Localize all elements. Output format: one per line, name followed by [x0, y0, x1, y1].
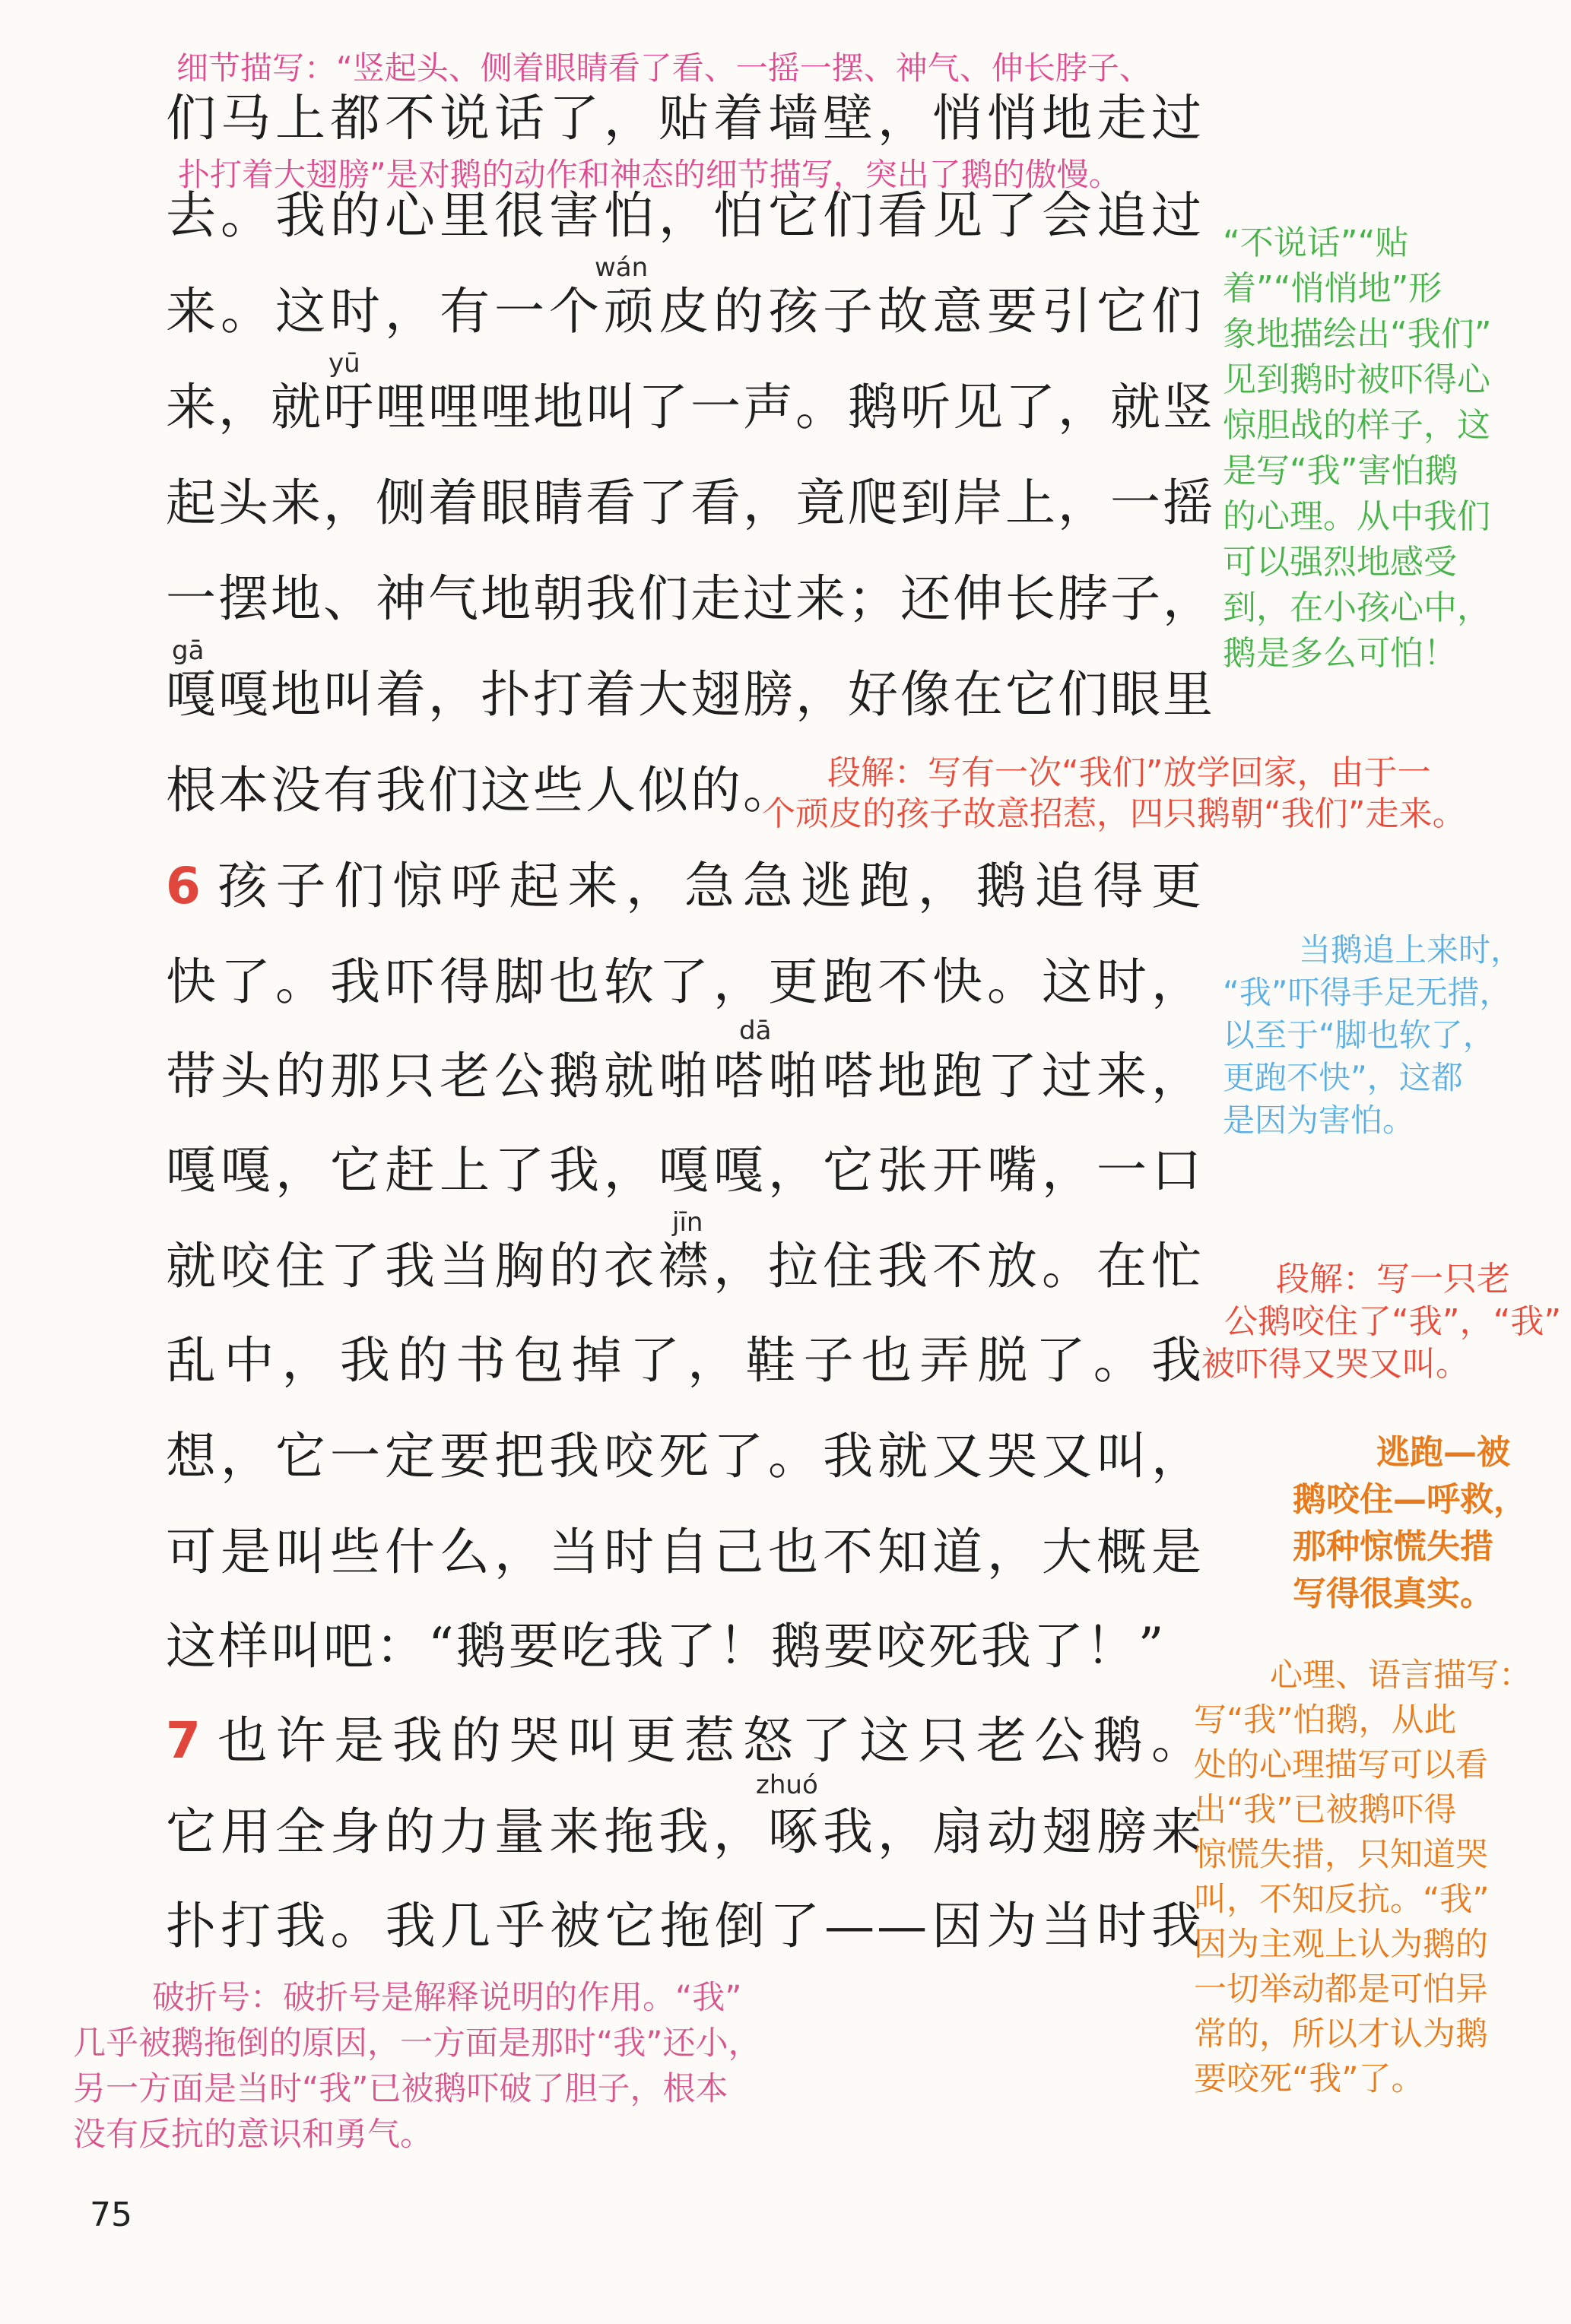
psychology-annotation: 心理、语言描写： 写“我”怕鹅，从此 处的心理描写可以看 出“我”已被鹅吓得 惊慌失措，只知道哭 叫，不知反抗。“我” 因为主观上认为鹅的 一切举动都是可怕异 常的，所以才认为鹅 要咬死“我”了。 [1194, 1657, 1531, 2098]
body-line: 来，就吁哩哩哩地叫了一声。鹅听见了，就竖 [166, 378, 1215, 436]
body-line: 带头的那只老公鹅就啪嗒啪嗒地跑了过来， [166, 1047, 1204, 1105]
pinyin-yu: yū [328, 348, 360, 379]
fear-blue-annotation: 当鹅追上来时， “我”吓得手足无措， 以至于“脚也软了， 更跑不快”，这都 是因为害怕。 [1223, 931, 1523, 1139]
body-line: 来。这时，有一个顽皮的孩子故意要引它们 [166, 282, 1204, 341]
pinyin-wan: wán [595, 252, 649, 283]
body-line: 乱中，我的书包掉了，鞋子也弄脱了。我 [166, 1331, 1204, 1390]
body-line: 根本没有我们这些人似的。 [166, 761, 795, 820]
body-line: 想，它一定要把我咬死了。我就又哭又叫， [166, 1427, 1204, 1485]
fear-annotation: “不说话”“贴 着”“悄悄地”形 象地描绘出“我们” 见到鹅时被吓得心 惊胆战的样子，这 是写“我”害怕鹅 的心理。从中我们 可以强烈地感受 到，在小孩心中， 鹅是多么可怕！ [1223, 224, 1492, 673]
page-number: 75 [90, 2196, 132, 2234]
paragraph-7-first-line: 7 也许是我的哭叫更惹怒了这只老公鹅。 [166, 1711, 1204, 1770]
body-line: 嘎嘎地叫着，扑打着大翅膀，好像在它们眼里 [166, 665, 1215, 724]
body-line: 可是叫些什么，当时自己也不知道，大概是 [166, 1523, 1204, 1581]
body-line: 去。我的心里很害怕，怕它们看见了会追过 [166, 186, 1204, 245]
detail-annotation-line1: 细节描写：“竖起头、侧着眼睛看了看、一摇一摆、神气、伸长脖子、 [176, 49, 1151, 87]
body-line: 快了。我吓得脚也软了，更跑不快。这时， [166, 953, 1204, 1011]
body-line: 起头来，侧着眼睛看了看，竟爬到岸上，一摇 [166, 474, 1215, 532]
body-line: 它用全身的力量来拖我，啄我，扇动翅膀来 [166, 1802, 1204, 1861]
pinyin-jin: jīn [672, 1207, 703, 1238]
paragraph-summary-2: 段解：写一只老 公鹅咬住了“我”，“我” 被吓得又哭又叫。 [1201, 1260, 1562, 1384]
paragraph-number-7: 7 [166, 1711, 201, 1770]
body-line: 这样叫吧：“鹅要吃我了！鹅要咬死我了！” [166, 1617, 1166, 1676]
body-line: 嘎嘎，它赶上了我，嘎嘎，它张开嘴，一口 [166, 1141, 1204, 1200]
pinyin-ga: gā [172, 636, 205, 666]
panic-annotation: 逃跑—被 鹅咬住—呼救， 那种惊慌失措 写得很真实。 [1293, 1433, 1527, 1613]
pinyin-zhuo: zhuó [756, 1770, 818, 1800]
paragraph-summary-1-line2: 个顽皮的孩子故意招惹，四只鹅朝“我们”走来。 [762, 794, 1466, 833]
body-line: 就咬住了我当胸的衣襟，拉住我不放。在忙 [166, 1237, 1204, 1295]
pinyin-da: dā [739, 1016, 772, 1046]
detail-annotation-line2: 扑打着大翅膀”是对鹅的动作和神态的细节描写，突出了鹅的傲慢。 [178, 156, 1121, 193]
body-line: 们马上都不说话了，贴着墙壁，悄悄地走过 [166, 89, 1204, 147]
paragraph-summary-1-line1: 段解：写有一次“我们”放学回家，由于一 [827, 753, 1431, 792]
body-line: 一摆地、神气地朝我们走过来；还伸长脖子， [166, 569, 1215, 628]
paragraph-number-6: 6 [166, 857, 201, 915]
dash-annotation: 破折号：破折号是解释说明的作用。“我” 几乎被鹅拖倒的原因，一方面是那时“我”还小， 另一方面是当时“我”已被鹅吓破了胆子，根本 没有反抗的意识和勇气。 [73, 1979, 761, 2154]
body-line: 扑打我。我几乎被它拖倒了——因为当时我 [166, 1897, 1204, 1955]
paragraph-6-first-line: 6 孩子们惊呼起来，急急逃跑，鹅追得更 [166, 857, 1204, 915]
